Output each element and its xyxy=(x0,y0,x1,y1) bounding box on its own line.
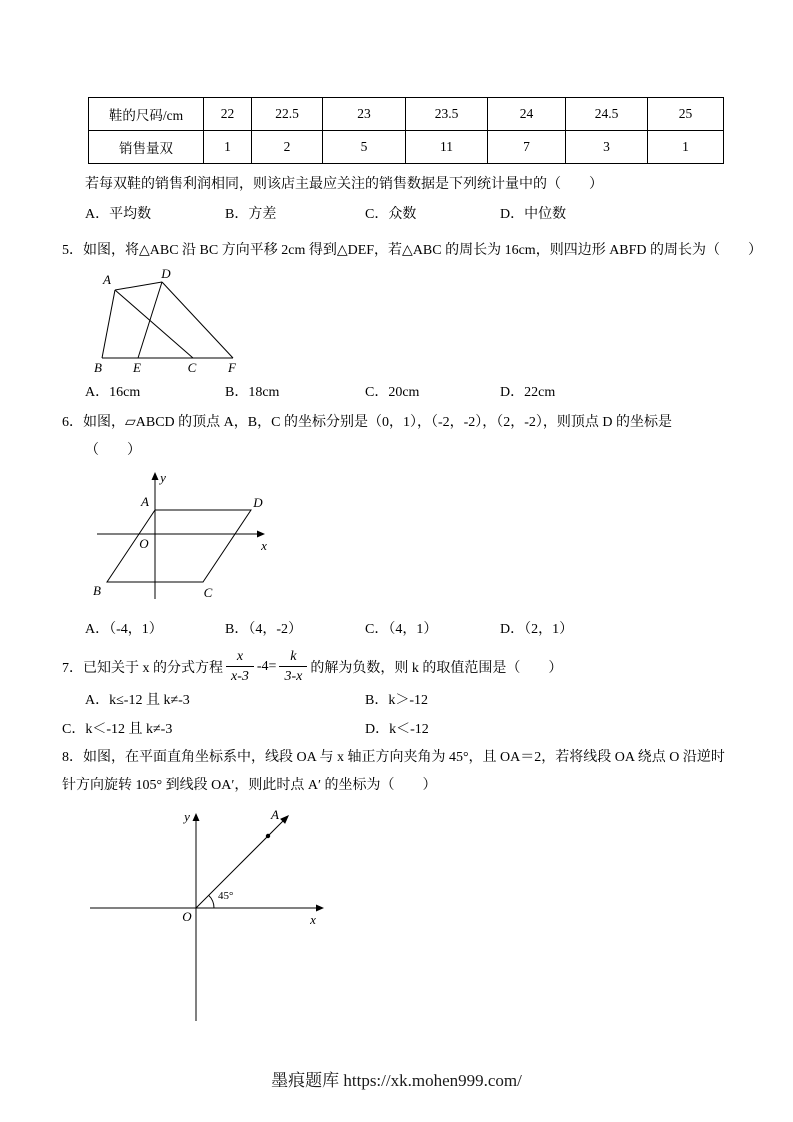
table-cell: 22 xyxy=(204,98,252,131)
table-cell: 23 xyxy=(323,98,406,131)
q5-option-c: C．20cm xyxy=(365,385,420,400)
q5-stem: 5．如图，将△ABC 沿 BC 方向平移 2cm 得到△DEF，若△ABC 的周长为 16cm，则四边形 ABFD 的周长为（ ） xyxy=(62,243,763,258)
vertex-label-D: D xyxy=(161,266,171,281)
q8-stem-line1: 8．如图，在平面直角坐标系中，线段 OA 与 x 轴正方向夹角为 45°，且 OA＝2，若将线段 OA 绕点 O 沿逆时 xyxy=(62,750,725,765)
fraction-numerator: x xyxy=(226,647,254,667)
origin-label: O xyxy=(182,909,192,924)
table-cell: 23.5 xyxy=(406,98,488,131)
vertex-label-A: A xyxy=(103,272,111,287)
q4-option-c: C．众数 xyxy=(365,207,417,222)
angle-label: 45° xyxy=(218,890,234,902)
q7-stem-middle: -4= xyxy=(256,658,277,674)
x-axis-arrow xyxy=(257,531,265,538)
page-footer: 墨痕题库 https://xk.mohen999.com/ xyxy=(271,1071,522,1090)
table-cell: 3 xyxy=(566,131,648,164)
q4-option-a: A．平均数 xyxy=(85,207,152,222)
q7-option-d: D．k＜-12 xyxy=(365,722,429,737)
vertex-label-B: B xyxy=(94,360,102,375)
table-cell: 鞋的尺码/cm xyxy=(89,98,204,131)
q6-option-b: B．（4，-2） xyxy=(225,622,302,637)
q6-stem-line1: 6．如图，▱ABCD 的顶点 A，B，C 的坐标分别是（0，1），（-2，-2），（2，-2），则顶点 D 的坐标是 xyxy=(62,415,673,430)
q4-stem: 若每双鞋的销售利润相同，则该店主最应关注的销售数据是下列统计量中的（ ） xyxy=(85,177,603,192)
segment-AC xyxy=(115,290,193,358)
q4-options xyxy=(85,204,727,226)
vertex-label-C: C xyxy=(203,585,213,600)
fraction-numerator: k xyxy=(279,647,307,667)
q7-option-c: C．k＜-12 且 k≠-3 xyxy=(62,722,173,737)
y-axis-label: y xyxy=(184,809,190,824)
segment-AB xyxy=(102,290,115,358)
y-axis-arrow xyxy=(152,472,159,480)
table-cell: 1 xyxy=(648,131,724,164)
q4-option-b: B．方差 xyxy=(225,207,277,222)
point-A-dot xyxy=(266,834,270,838)
segment-AD xyxy=(115,282,162,290)
q8-stem-line2: 针方向旋转 105° 到线段 OA′，则此时点 A′ 的坐标为（ ） xyxy=(62,778,437,793)
shoe-sales-table xyxy=(88,97,724,164)
q7-options-row1 xyxy=(85,690,727,712)
table-cell: 22.5 xyxy=(252,98,323,131)
q6-figure xyxy=(87,466,277,611)
table-cell: 2 xyxy=(252,131,323,164)
fraction-x-over-x-minus-3 xyxy=(226,647,254,686)
x-axis-label: x xyxy=(261,538,267,553)
table-row-sales xyxy=(89,131,724,164)
segment-DF xyxy=(162,282,233,358)
x-axis-label: x xyxy=(310,912,316,927)
q8-figure xyxy=(85,807,330,1032)
q5-option-b: B．18cm xyxy=(225,385,280,400)
table-row-sizes xyxy=(89,98,724,131)
q5-option-d: D．22cm xyxy=(500,385,556,400)
fraction-denominator: 3-x xyxy=(284,669,303,684)
q7-option-a: A．k≤-12 且 k≠-3 xyxy=(85,693,190,708)
q6-option-d: D．（2，1） xyxy=(500,622,574,637)
y-axis-label: y xyxy=(160,470,166,485)
vertex-label-C: C xyxy=(187,360,197,375)
table-cell: 25 xyxy=(648,98,724,131)
table-cell: 销售量双 xyxy=(89,131,204,164)
point-label-A: A xyxy=(271,807,279,822)
fraction-denominator: x-3 xyxy=(231,669,249,684)
origin-label: O xyxy=(139,536,149,551)
q5-options xyxy=(85,382,727,404)
table-cell: 1 xyxy=(204,131,252,164)
vertex-label-D: D xyxy=(253,495,263,510)
segment-DE xyxy=(138,282,162,358)
q6-option-c: C．（4，1） xyxy=(365,622,438,637)
q7-stem xyxy=(62,647,727,686)
q6-options xyxy=(85,619,727,641)
vertex-label-F: F xyxy=(228,360,236,375)
table-cell: 5 xyxy=(323,131,406,164)
vertex-label-E: E xyxy=(133,360,141,375)
q6-option-a: A．（-4，1） xyxy=(85,622,163,637)
ray-OA xyxy=(196,819,285,908)
y-axis-arrow xyxy=(193,813,200,821)
vertex-label-B: B xyxy=(93,583,101,598)
table-cell: 24 xyxy=(488,98,566,131)
vertex-label-A: A xyxy=(141,494,149,509)
q7-options-row2 xyxy=(62,719,727,741)
parallelogram-ABCD xyxy=(107,510,251,582)
angle-arc-45 xyxy=(209,895,214,908)
q7-option-b: B．k＞-12 xyxy=(365,693,428,708)
table-cell: 7 xyxy=(488,131,566,164)
q4-option-d: D．中位数 xyxy=(500,207,567,222)
q5-option-a: A．16cm xyxy=(85,385,141,400)
fraction-k-over-3-minus-x xyxy=(279,647,307,686)
table-cell: 11 xyxy=(406,131,488,164)
q7-stem-prefix: 7．已知关于 x 的分式方程 xyxy=(62,660,223,676)
q7-stem-suffix: 的解为负数，则 k 的取值范围是（ ） xyxy=(310,660,563,676)
x-axis-arrow xyxy=(316,905,324,912)
q5-figure xyxy=(90,266,255,376)
q6-stem-line2: （ ） xyxy=(85,443,141,458)
table-cell: 24.5 xyxy=(566,98,648,131)
